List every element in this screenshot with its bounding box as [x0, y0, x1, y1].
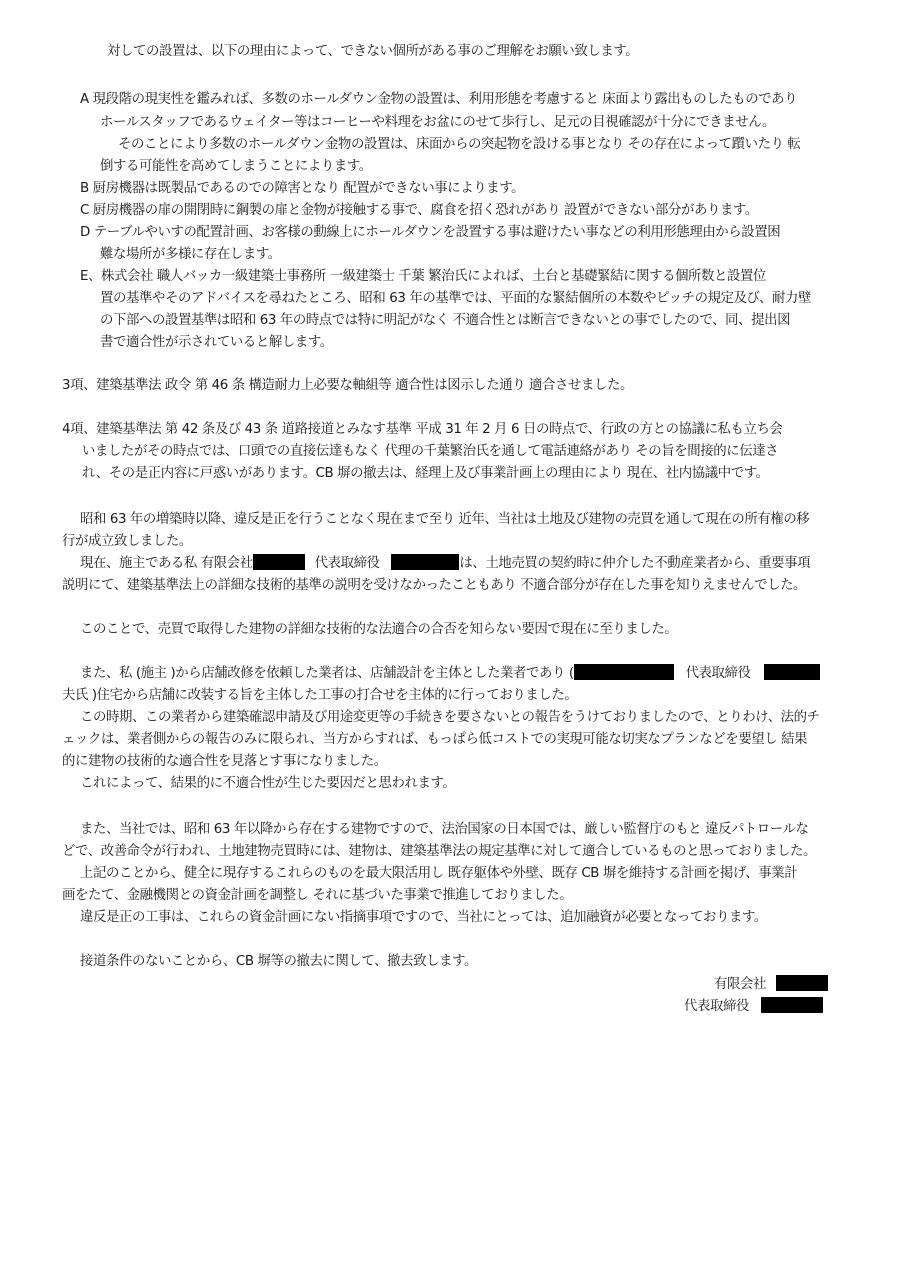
para-contractor-line-3: この時期、この業者から建築確認申請及び用途変更等の手続きを要さないとの報告をうけておりましたので、とりわけ、法的チ: [80, 710, 820, 725]
redacted-contractor-rep-name: [764, 664, 820, 680]
item-e-line-1: E、株式会社 職人バッカ一級建築士事務所 一級建築士 千葉 繁治氏によれば、土台と基礎緊結に関する個所数と設置位: [80, 269, 767, 284]
item-a-line-1: A 現段階の現実性を鑑みれば、多数のホールダウン金物の設置は、利用形態を考慮すると 床面より露出ものしたものであり: [80, 92, 798, 107]
signature-company: [714, 975, 828, 995]
para-contractor-line-2: 夫氏 )住宅から店舗に改装する旨を主体した工事の打合せを主体的に行っておりました。: [62, 688, 578, 703]
item-4-line-2: いましたがその時点では、口頭での直接伝達もなく 代理の千葉繁治氏を通して電話連絡があり その旨を間接的に伝達さ: [82, 444, 779, 459]
para-company-line-2: どで、改善命令が行われ、土地建物売買時には、建物は、建築基準法の規定基準に対して適合しているものと思っておりました。: [62, 844, 816, 859]
para-company-line-4: 画をたて、金融機関との資金計画を調整し それに基づいた事業で推進しておりました。: [62, 888, 573, 903]
item-d-line-2: 難な場所が多様に存在します。: [100, 247, 281, 262]
item-3: 3項、建築基準法 政令 第 46 条 構造耐力上必要な軸組等 適合性は図示した通り 適合させました。: [62, 378, 633, 393]
item-c: C 厨房機器の扉の開閉時に鋼製の扉と金物が接触する事で、腐食を招く恐れがあり 設置ができない部分があります。: [80, 203, 758, 218]
signature-company-label: 有限会社: [714, 977, 766, 992]
closing-text: 接道条件のないことから、CB 塀等の撤去に関して、撤去致します。: [80, 954, 477, 969]
item-a-line-4: 倒する可能性を高めてしまうことによります。: [100, 159, 372, 174]
para-contractor-line-6: これによって、結果的に不適合性が生じた要因だと思われます。: [80, 776, 456, 791]
signature-rep-label: 代表取締役: [684, 999, 749, 1014]
redacted-signature-rep: [761, 997, 823, 1013]
item-d-line-1: D テーブルやいすの配置計画、お客様の動線上にホールダウンを設置する事は避けたい事などの利用形態理由から設置困: [80, 225, 781, 240]
item-e-line-3: の下部への設置基準は昭和 63 年の時点では特に明記がなく 不適合性とは断言できないとの事でしたので、同、提出図: [100, 313, 791, 328]
item-e-line-2: 置の基準やそのアドバイスを尋ねたところ、昭和 63 年の基準では、平面的な緊結個所の本数やピッチの規定及び、耐力壁: [100, 291, 811, 306]
intro-text: 対しての設置は、以下の理由によって、できない個所がある事のご理解をお願い致します。: [107, 44, 639, 59]
item-4-line-1: 4項、建築基準法 第 42 条及び 43 条 道路接道とみなす基準 平成 31 年 2 月 6 日の時点で、行政の方との協議に私も立ち会: [62, 422, 783, 437]
para-contractor-line-1: [80, 664, 820, 684]
redacted-signature-company: [776, 975, 828, 991]
signature-rep: [684, 997, 823, 1017]
para-s63-line-2: 行が成立致しました。: [62, 534, 192, 549]
para-contractor-line-5: 的に建物の技術的な適合性を見落とす事になりました。: [62, 754, 387, 769]
contractor-rep-title: 代表取締役: [685, 666, 751, 681]
rep-title-text: 代表取締役: [314, 556, 380, 571]
owner-intro-text: 現在、施主である私 有限会社: [80, 556, 253, 571]
item-b: B 厨房機器は既製品であるのでの障害となり 配置ができない事によります。: [80, 181, 525, 196]
contractor-intro-text: また、私 (施主 )から店舗改修を依頼した業者は、店舗設計を主体とした業者であり (: [80, 666, 574, 681]
redacted-rep-name: [391, 554, 459, 570]
para-s63-line-3: [80, 554, 810, 574]
item-a-line-2: ホールスタッフであるウェイター等はコーヒーや料理をお盆にのせて歩行し、足元の目視確認が十分にできません。: [100, 115, 775, 130]
redacted-company-name: [253, 554, 305, 570]
para-company-line-3: 上記のことから、健全に現存するこれらのものを最大限活用し 既存躯体や外壁、既存 CB 塀を維持する計画を掲げ、事業計: [80, 866, 798, 881]
owner-statement-text: は、土地売買の契約時に仲介した不動産業者から、重要事項: [459, 556, 811, 571]
item-a-line-3: そのことにより多数のホールダウン金物の設置は、床面からの突起物を設ける事となり その存在によって躓いたり 転: [118, 137, 801, 152]
para-s63-line-4: 説明にて、建築基準法上の詳細な技術的基準の説明を受けなかったこともあり 不適合部分が存在した事を知りえませんでした。: [62, 578, 807, 593]
item-e-line-4: 書で適合性が示されていると解します。: [100, 335, 333, 350]
para-cause: このことで、売買で取得した建物の詳細な技術的な法適合の合否を知らない要因で現在に至りました。: [80, 622, 678, 637]
para-company-line-5: 違反是正の工事は、これらの資金計画にない指摘事項ですので、当社にとっては、追加融資が必要となっております。: [80, 910, 767, 925]
para-contractor-line-4: ェックは、業者側からの報告のみに限られ、当方からすれば、もっぱら低コストでの実現可能な切実なプランなどを要望し 結果: [62, 732, 808, 747]
para-s63-line-1: 昭和 63 年の増築時以降、違反是正を行うことなく現在まで至り 近年、当社は土地及び建物の売買を通して現在の所有権の移: [80, 512, 810, 527]
para-company-line-1: また、当社では、昭和 63 年以降から存在する建物ですので、法治国家の日本国では、厳しい監督庁のもと 違反パトロールな: [80, 822, 809, 837]
item-4-line-3: れ、その是正内容に戸惑いがあります。CB 塀の撤去は、経理上及び事業計画上の理由により 現在、社内協議中です。: [82, 466, 769, 481]
redacted-contractor-name: [574, 664, 674, 680]
